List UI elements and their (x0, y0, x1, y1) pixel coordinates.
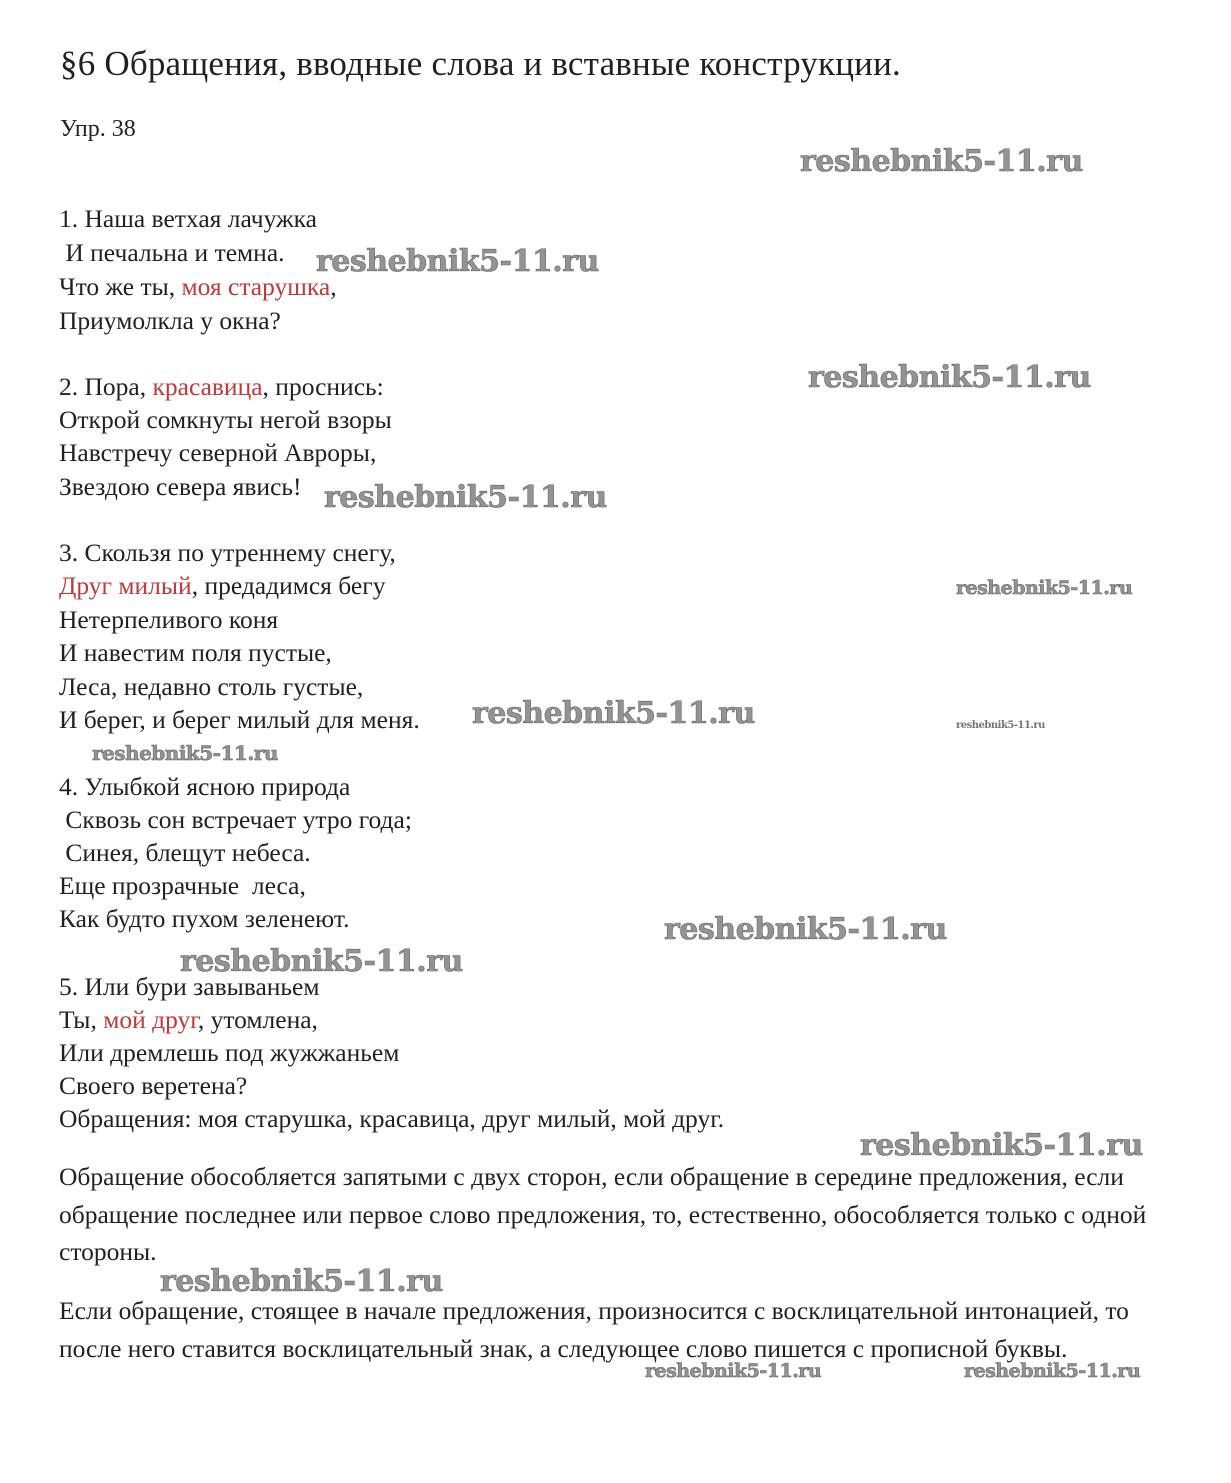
poem-5-line-2 (59, 1007, 318, 1033)
poem-4-line-2: Сквозь сон встречает утро года; (59, 805, 412, 834)
poem-2-line-2: Открой сомкнуты негой взоры (59, 405, 392, 434)
poem-1-line-3-end: , (330, 272, 337, 301)
watermark: reshebnik5-11.ru (956, 577, 1133, 599)
poem-1-line-3 (59, 274, 337, 300)
poem-1-line-2: И печальна и темна. (59, 238, 285, 267)
poem-5-line-4: Своего веретена? (59, 1071, 248, 1100)
watermark: reshebnik5-11.ru (808, 360, 1091, 395)
poem-3-line-1: 3. Скользя по утреннему снегу, (59, 538, 396, 567)
watermark: reshebnik5-11.ru (964, 1360, 1141, 1382)
watermark: reshebnik5-11.ru (956, 720, 1045, 731)
page-title: §6 Обращения, вводные слова и вставные конструкции. (60, 44, 901, 83)
rule-paragraph-2: Если обращение, стоящее в начале предложения, произносится с восклицательной интонацией, то после него ставится восклицательный знак, а следующее слово пишется с прописной буквы. (59, 1296, 1129, 1363)
poem-5-line-2-end: , утомлена, (197, 1005, 318, 1034)
poem-4-line-3: Синея, блещут небеса. (59, 838, 311, 867)
address-highlight: красавица (152, 372, 263, 401)
poem-4-line-4: Еще прозрачные леса, (59, 871, 306, 900)
watermark: reshebnik5-11.ru (180, 944, 463, 979)
poem-1-line-4: Приумолкла у окна? (59, 306, 281, 335)
poem-3-line-4: И навестим поля пустые, (59, 638, 332, 667)
poem-3-line-3: Нетерпеливого коня (59, 605, 279, 634)
poem-4-line-1: 4. Улыбкой ясною природа (59, 772, 351, 801)
poem-3-line-5: Леса, недавно столь густые, (59, 672, 364, 701)
watermark: reshebnik5-11.ru (316, 244, 599, 279)
watermark: reshebnik5-11.ru (645, 1360, 822, 1382)
address-highlight: моя старушка (181, 272, 331, 301)
poem-1-line-3-text: Что же ты, (59, 272, 182, 301)
watermark: reshebnik5-11.ru (324, 480, 607, 515)
poem-5-line-2-text: Ты, (59, 1005, 104, 1034)
watermark: reshebnik5-11.ru (472, 696, 755, 731)
poem-4-line-5: Как будто пухом зеленеют. (59, 904, 350, 933)
poem-5-line-3: Или дремлешь под жужжаньем (59, 1038, 400, 1067)
rule-paragraph-1: Обращение обособляется запятыми с двух сторон, если обращение в середине предложения, если обращение последнее или первое слово предложения, то, естественно, обособляется только с одной стороны. (59, 1162, 1147, 1266)
watermark: reshebnik5-11.ru (664, 912, 947, 947)
watermark: reshebnik5-11.ru (860, 1128, 1143, 1163)
poem-5-line-1: 5. Или бури завываньем (59, 972, 320, 1001)
poem-2-line-1-text: 2. Пора, (59, 372, 153, 401)
address-highlight: Друг милый (59, 571, 192, 600)
watermark: reshebnik5-11.ru (160, 1264, 443, 1299)
exercise-label: Упр. 38 (60, 116, 136, 142)
poem-3-line-6: И берег, и берег милый для меня. (59, 705, 420, 734)
summary-line: Обращения: моя старушка, красавица, друг милый, мой друг. (59, 1104, 725, 1133)
poem-2-line-3: Навстречу северной Авроры, (59, 438, 377, 467)
poem-3-line-2-end: , предадимся бегу (191, 571, 386, 600)
poem-2-line-4: Звездою севера явись! (59, 472, 302, 501)
watermark: reshebnik5-11.ru (800, 144, 1083, 179)
poem-2-line-1-end: , проснись: (262, 372, 384, 401)
poem-2-line-1 (59, 374, 384, 400)
address-highlight: мой друг (103, 1005, 198, 1034)
poem-3-line-2 (59, 573, 385, 599)
watermark: reshebnik5-11.ru (92, 741, 278, 765)
poem-1-line-1: 1. Наша ветхая лачужка (59, 204, 317, 233)
